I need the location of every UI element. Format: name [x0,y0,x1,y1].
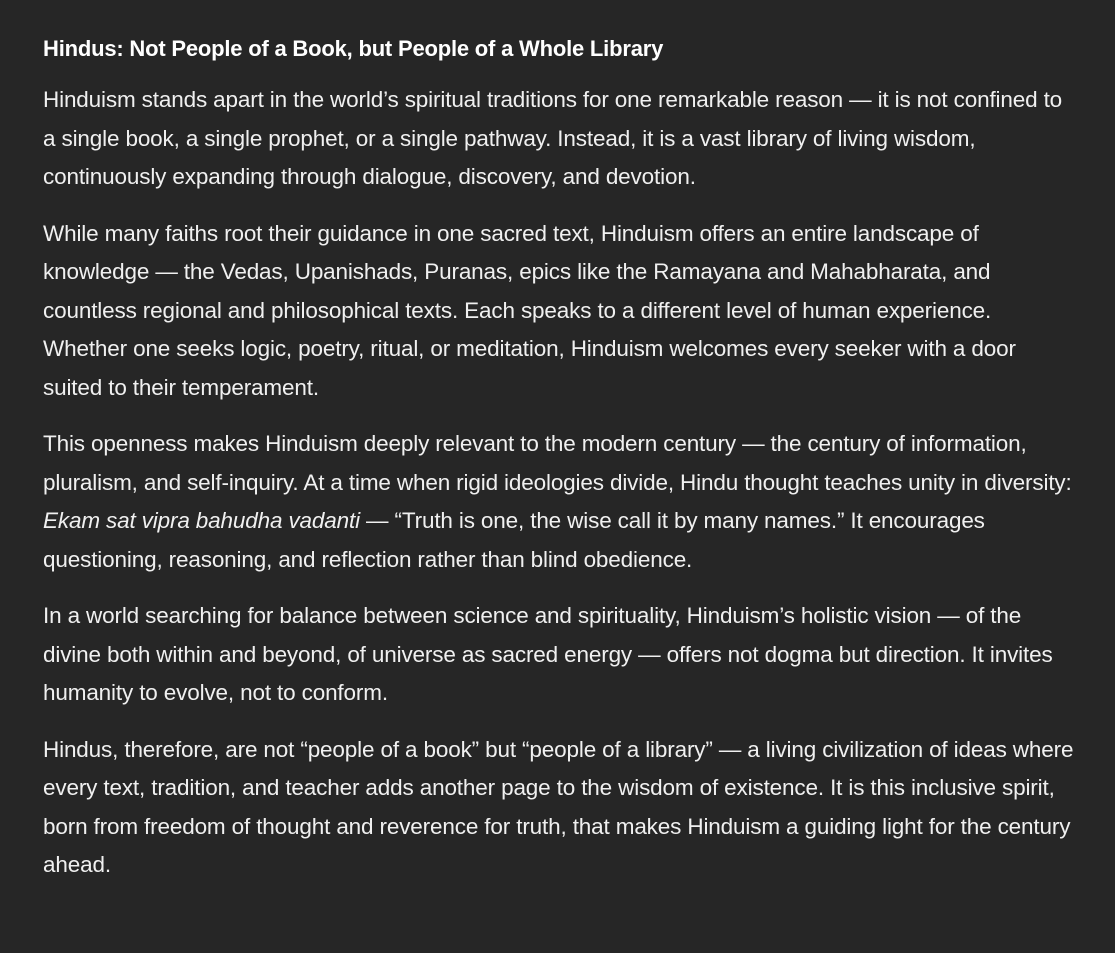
paragraph-5: Hindus, therefore, are not “people of a book” but “people of a library” — a living civilization of ideas where every text, tradition, and teacher adds another page to the wisdom of existence. It is this inclusive spirit, born from freedom of thought and reverence for truth, that makes Hinduism a guiding light for the century ahead. [43,736,1074,877]
paragraph-1: Hinduism stands apart in the world’s spiritual traditions for one remarkable reason — it is not confined to a single book, a single prophet, or a single pathway. Instead, it is a vast library of living wisdom, continuously expanding through dialogue, discovery, and devotion. [43,87,1063,189]
article-title: Hindus: Not People of a Book, but People of a Whole Library [43,36,664,61]
paragraph-3-tail-text: — “Truth is one, the wise call it by many names.” It encourages questioning, reasoning, and reflection rather than blind obedience. [43,508,985,572]
paragraph-3-lead-text: This openness makes Hinduism deeply relevant to the modern century — the century of information, pluralism, and self-inquiry. At a time when rigid ideologies divide, Hindu thought teaches unity in diversity: [43,431,1072,495]
sanskrit-quote: Ekam sat vipra bahudha vadanti [43,508,360,533]
paragraph-2: While many faiths root their guidance in one sacred text, Hinduism offers an entire landscape of knowledge — the Vedas, Upanishads, Puranas, epics like the Ramayana and Mahabharata, and countless regional and philosophical texts. Each speaks to a different level of human experience. Whether one seeks logic, poetry, ritual, or meditation, Hinduism welcomes every seeker with a door suited to their temperament. [43,220,1016,400]
paragraph-3 [43,425,1075,579]
paragraph-4: In a world searching for balance between science and spirituality, Hinduism’s holistic vision — of the divine both within and beyond, of universe as sacred energy — offers not dogma but direction. It invites humanity to evolve, not to conform. [43,603,1053,705]
